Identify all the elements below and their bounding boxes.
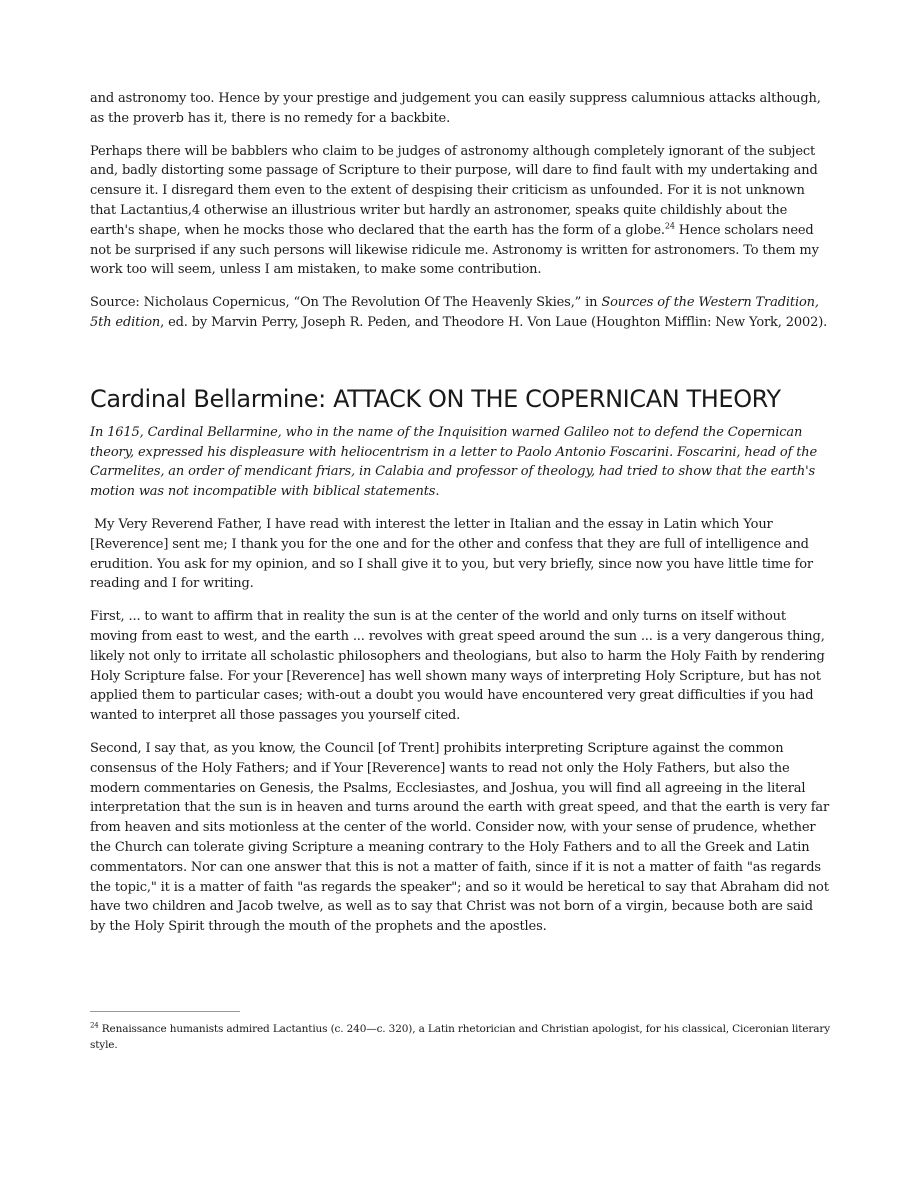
paragraph-second-point: Second, I say that, as you know, the Council [of Trent] prohibits interpreting Scripture against the common consensus of the Holy Fathers; and if Your [Reverence] wants to read not only the Holy Fathers, but also the modern commentaries on Genesis, the Psalms, Ecclesiastes, and Joshua, you will find all agreeing in the literal interpretation that the sun is in heaven and turns around the earth with great speed, and that the earth is very far from heaven and sits motionless at the center of the world. Consider now, with your sense of prudence, whether the Church can tolerate giving Scripture a meaning contrary to the Holy Fathers and to all the Greek and Latin commentators. Nor can one answer that this is not a matter of faith, since if it is not a matter of faith "as regards the topic," it is a matter of faith "as regards the speaker"; and so it would be heretical to say that Abraham did not have two children and Jacob twelve, as well as to say that Christ was not born of a virgin, because both are said by the Holy Spirit through the mouth of the prophets and the apostles. [90,740,830,935]
footnote [90,1022,830,1053]
paragraph-babblers-text-cont: Hence scholars need not be surprised if any such persons will likewise ridicule me. Astronomy is written for astronomers. To them my work too will seem, unless I am mistaken, to make some contribution. [90,222,819,278]
footnote-reference[interactable]: 24 [664,221,675,231]
paragraph-letter-opening: My Very Reverend Father, I have read with interest the letter in Italian and the essay in Latin which Your [Reverence] sent me; I thank you for the one and for the other and confess that they are full of intelligence and erudition. You ask for my opinion, and so I shall give it to you, but very briefly, since now you have little time for reading and I for writing. [90,516,813,592]
section-intro-period: . [435,484,440,500]
footnote-marker: 24 [90,1021,99,1030]
section-intro [90,423,830,502]
paragraph-babblers-text: Perhaps there will be babblers who claim to be judges of astronomy although completely ignorant of the subject and, badly distorting some passage of Scripture to their purpose, will dare to find fault with my undertaking and censure it. I disregard them even to the extent of despising their criticism as unfounded. For it is not unknown that Lactantius,4 otherwise an illustrious writer but hardly an astronomer, speaks quite childishly about the earth's shape, when he mocks those who declared that the earth has the form of a globe. [90,143,818,238]
document-page [90,89,830,950]
section-heading: Cardinal Bellarmine: ATTACK ON THE COPERNICAN THEORY [90,384,781,413]
footnote-text: Renaissance humanists admired Lactantius (c. 240—c. 320), a Latin rhetorician and Christian apologist, for his classical, Ciceronian literary style. [90,1023,831,1051]
paragraph-dedication-end: and astronomy too. Hence by your prestige and judgement you can easily suppress calumnious attacks although, as the proverb has it, there is no remedy for a backbite. [90,91,821,126]
source-citation [90,293,830,333]
source-citation-text-cont: , ed. by Marvin Perry, Joseph R. Peden, and Theodore H. Von Laue (Houghton Mifflin: New York, 2002). [160,314,828,330]
footnote-divider [90,1011,240,1012]
section-intro-text: In 1615, Cardinal Bellarmine, who in the name of the Inquisition warned Galileo not to defend the Copernican theory, expressed his displeasure with heliocentrism in a letter to Paolo Antonio Foscarini. Foscarini, head of the Carmelites, an order of mendicant friars, in Calabia and professor of theology, had tried to show that the earth's motion was not incompatible with biblical statements [90,424,818,500]
source-book-title: Sources of the Western Tradition, 5th edition [90,295,819,330]
source-citation-text: Source: Nicholaus Copernicus, “On The Revolution Of The Heavenly Skies,” in [90,295,602,311]
paragraph-first-point: First, ... to want to affirm that in reality the sun is at the center of the world and only turns on itself without moving from east to west, and the earth ... revolves with great speed around the sun ... is a very dangerous thing, likely not only to irritate all scholastic philosophers and theologians, but also to harm the Holy Faith by rendering Holy Scripture false. For your [Reverence] has well shown many ways of interpreting Holy Scripture, but has not applied them to particular cases; with-out a doubt you would have encountered very great difficulties if you had wanted to interpret all those passages you yourself cited. [90,609,825,724]
paragraph-babblers [90,142,830,281]
